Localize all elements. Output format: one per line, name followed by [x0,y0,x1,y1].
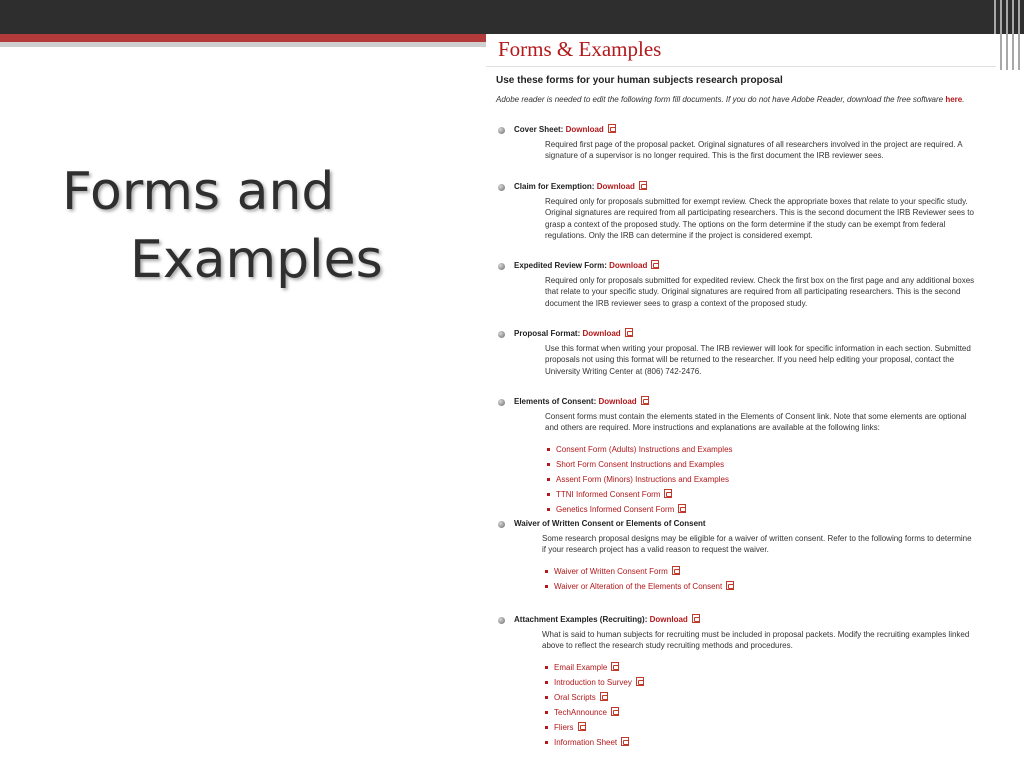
pdf-icon [692,614,700,623]
pdf-icon [611,662,619,671]
link-label[interactable]: Fliers [554,722,574,732]
link-waiver-written-consent[interactable] [545,564,988,579]
bullet-icon [498,263,505,270]
slide-title-line1: Forms and [62,162,335,222]
section-description: Use this format when writing your proposal. The IRB reviewer will look for specific information in each section. Submitted proposals not using this format will be returned to the researcher. If you need help editing your proposal, contact the University Writing Center at (806) 742-2476. [545,344,971,376]
section-description: Consent forms must contain the elements stated in the Elements of Consent link. Note that some elements are optional and others are required. More instructions and explanations are available at the following links: [545,412,967,433]
pdf-icon [611,707,619,716]
title-divider [486,66,996,67]
forms-screenshot-panel [486,34,996,760]
section-heading [498,181,988,193]
slide-title [62,158,383,294]
section-heading [498,260,988,272]
pdf-icon [621,737,629,746]
download-link[interactable]: Download [565,125,604,134]
bullet-icon [498,184,505,191]
link-label[interactable]: Genetics Informed Consent Form [556,504,675,514]
download-link[interactable]: Download [649,615,688,624]
link-ttni-consent-form[interactable] [547,487,988,502]
pdf-icon [578,722,586,731]
link-label[interactable]: Waiver of Written Consent Form [554,566,668,576]
adobe-reader-note-text: Adobe reader is needed to edit the following form fill documents. If you do not have Adobe Reader, download the free software [496,95,944,104]
pdf-icon [641,396,649,405]
link-label[interactable]: TTNI Informed Consent Form [556,489,661,499]
link-fliers[interactable] [545,720,988,735]
section-label: Elements of Consent: [514,397,597,406]
pdf-icon [608,124,616,133]
link-label[interactable]: Short Form Consent Instructions and Examples [556,459,725,469]
link-label[interactable]: TechAnnounce [554,707,607,717]
waiver-links-list [545,564,988,594]
bullet-icon [498,331,505,338]
slide-title-line2: Examples [130,230,383,290]
pdf-icon [651,260,659,269]
pdf-icon [664,489,672,498]
section-label: Expedited Review Form: [514,261,607,270]
slide-red-stripe [0,34,486,42]
link-consent-form-adults[interactable] [547,442,988,457]
link-oral-scripts[interactable] [545,690,988,705]
download-link[interactable]: Download [582,329,621,338]
download-link[interactable]: Download [596,182,635,191]
section-label: Proposal Format: [514,329,581,338]
download-link[interactable]: Download [609,261,648,270]
link-email-example[interactable] [545,660,988,675]
section-heading [498,124,988,136]
section-heading [498,614,988,626]
link-short-form-consent[interactable] [547,457,988,472]
section-description: What is said to human subjects for recruiting must be included in proposal packets. Modify the recruiting examples linked above to reflect the research study recruiting methods and procedures. [542,630,970,651]
slide-deco-line [1018,0,1020,70]
page-subheading: Use these forms for your human subjects research proposal [496,75,783,86]
page-title: Forms & Examples [498,37,662,61]
pdf-icon [672,566,680,575]
section-description: Required first page of the proposal packet. Original signatures of all researchers involved in the project are required. A signature of a supervisor is no longer required. This is the first document the IRB reviewer sees. [545,140,963,161]
section-label: Claim for Exemption: [514,182,595,191]
section-description: Required only for proposals submitted for expedited review. Check the first box on the first page and any additional boxes that relate to your specific study. Original signatures are required from all participating researchers. This is the second document the IRB reviewer sees to grasp a context of the proposed study. [545,276,975,308]
link-techannounce[interactable] [545,705,988,720]
section-description: Required only for proposals submitted for exempt review. Check the appropriate boxes that relate to your specific study. Original signatures are required from all participating researchers. This is the second document the IRB Reviewer sees to grasp a context of the proposed study. The options on the form determine if the study can be exempt from federal regulations. Only the IRB can determine if the project is considered exempt. [545,197,974,241]
link-label[interactable]: Introduction to Survey [554,677,632,687]
bullet-icon [498,127,505,134]
pdf-icon [639,181,647,190]
pdf-icon [625,328,633,337]
link-label[interactable]: Assent Form (Minors) Instructions and Examples [556,474,729,484]
slide-deco-line [1012,0,1014,70]
section-waiver-of-consent [498,518,988,594]
section-claim-for-exemption [498,181,988,242]
adobe-download-link[interactable]: here [945,95,963,104]
recruiting-links-list [545,660,988,750]
link-label[interactable]: Information Sheet [554,737,618,747]
pdf-icon [678,504,686,513]
link-information-sheet[interactable] [545,735,988,750]
consent-links-list [547,442,988,517]
section-description: Some research proposal designs may be eligible for a waiver of written consent. Refer to the following forms to determine if your research project has a valid reason to request the waiver. [542,534,972,555]
bullet-icon [498,617,505,624]
link-genetics-consent-form[interactable] [547,502,988,517]
section-label: Attachment Examples (Recruiting): [514,615,648,624]
slide-grey-stripe [0,42,486,47]
section-label: Waiver of Written Consent or Elements of Consent [514,519,706,528]
section-heading [498,518,988,530]
link-label[interactable]: Oral Scripts [554,692,596,702]
section-label: Cover Sheet: [514,125,564,134]
pdf-icon [726,581,734,590]
section-cover-sheet [498,124,988,162]
slide-deco-line [1006,0,1008,70]
pdf-icon [600,692,608,701]
download-link[interactable]: Download [598,397,637,406]
bullet-icon [498,399,505,406]
link-waiver-alteration-elements[interactable] [545,579,988,594]
link-label[interactable]: Email Example [554,662,608,672]
section-proposal-format [498,328,988,377]
slide-top-bar [0,0,1024,34]
section-elements-of-consent [498,396,988,517]
adobe-reader-note: Adobe reader is needed to edit the following form fill documents. If you do not have Adobe Reader, download the free software here. [496,95,965,104]
link-introduction-to-survey[interactable] [545,675,988,690]
slide-deco-line [1000,0,1002,70]
link-label[interactable]: Waiver or Alteration of the Elements of Consent [554,581,723,591]
section-expedited-review [498,260,988,309]
link-label[interactable]: Consent Form (Adults) Instructions and Examples [556,444,733,454]
link-assent-form-minors[interactable] [547,472,988,487]
pdf-icon [636,677,644,686]
bullet-icon [498,521,505,528]
section-heading [498,328,988,340]
section-attachment-examples [498,614,988,750]
section-heading [498,396,988,408]
